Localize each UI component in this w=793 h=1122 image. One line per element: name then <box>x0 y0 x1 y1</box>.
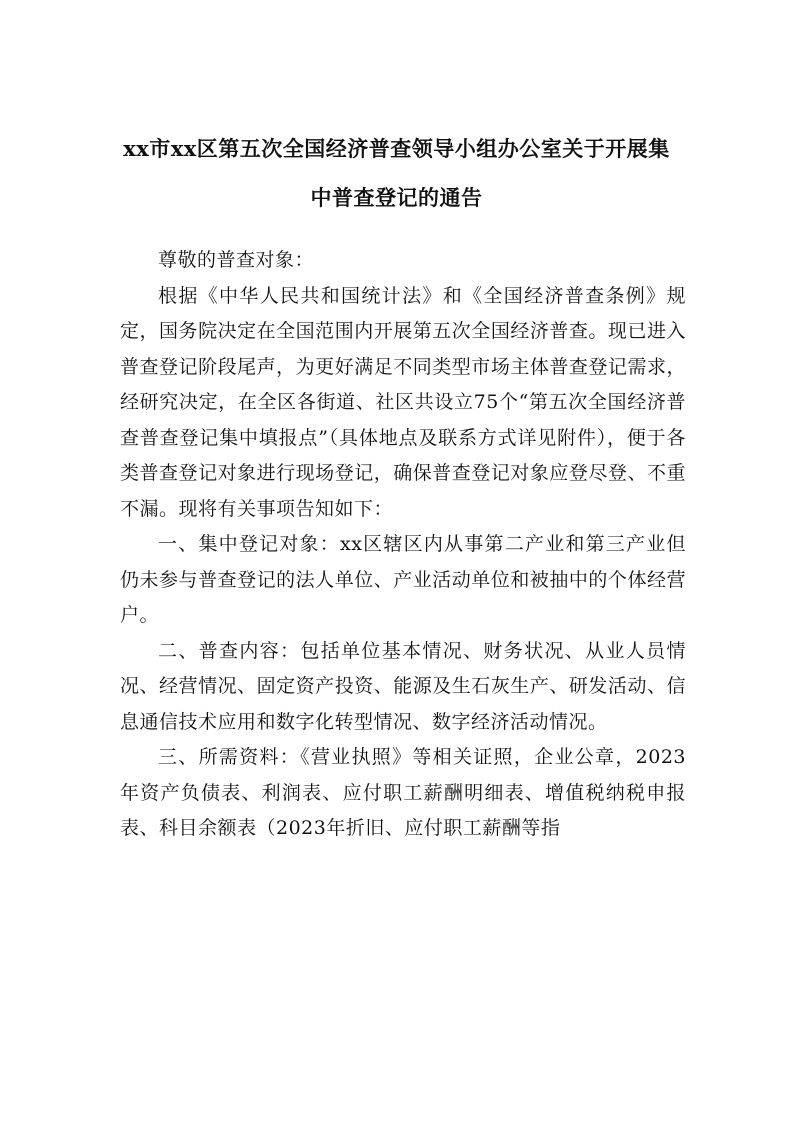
document-title <box>100 124 693 222</box>
paragraph-registration-targets: 一、集中登记对象：xx区辖区内从事第二产业和第三产业但仍未参与普查登记的法人单位、产业活动单位和被抽中的个体经营户。 <box>120 533 686 626</box>
document-body <box>120 243 686 847</box>
paragraph-census-content: 二、普查内容：包括单位基本情况、财务状况、从业人员情况、经营情况、固定资产投资、能源及生石灰生产、研发活动、信息通信技术应用和数字化转型情况、数字经济活动情况。 <box>120 639 686 733</box>
paragraph-intro: 根据《中华人民共和国统计法》和《全国经济普查条例》规定，国务院决定在全国范围内开展第五次全国经济普查。现已进入普查登记阶段尾声，为更好满足不同类型市场主体普查登记需求，经研究决定，在全区各街道、社区共设立75个“第五次全国经济普查普查登记集中填报点”（具体地点及联系方式详见附件），便于各类普查登记对象进行现场登记，确保普查登记对象应登尽登、不重不漏。现将有关事项告知如下： <box>120 284 686 520</box>
paragraph-required-materials: 三、所需资料：《营业执照》等相关证照，企业公章，2023年资产负债表、利润表、应付职工薪酬明细表、增值税纳税申报表、科目余额表（2023年折旧、应付职工薪酬等指 <box>120 746 686 839</box>
salutation: 尊敬的普查对象： <box>158 249 315 271</box>
title-line-1: xx市xx区第五次全国经济普查领导小组办公室关于开展集 <box>123 136 670 161</box>
title-line-2: 中普查登记的通告 <box>310 185 483 210</box>
